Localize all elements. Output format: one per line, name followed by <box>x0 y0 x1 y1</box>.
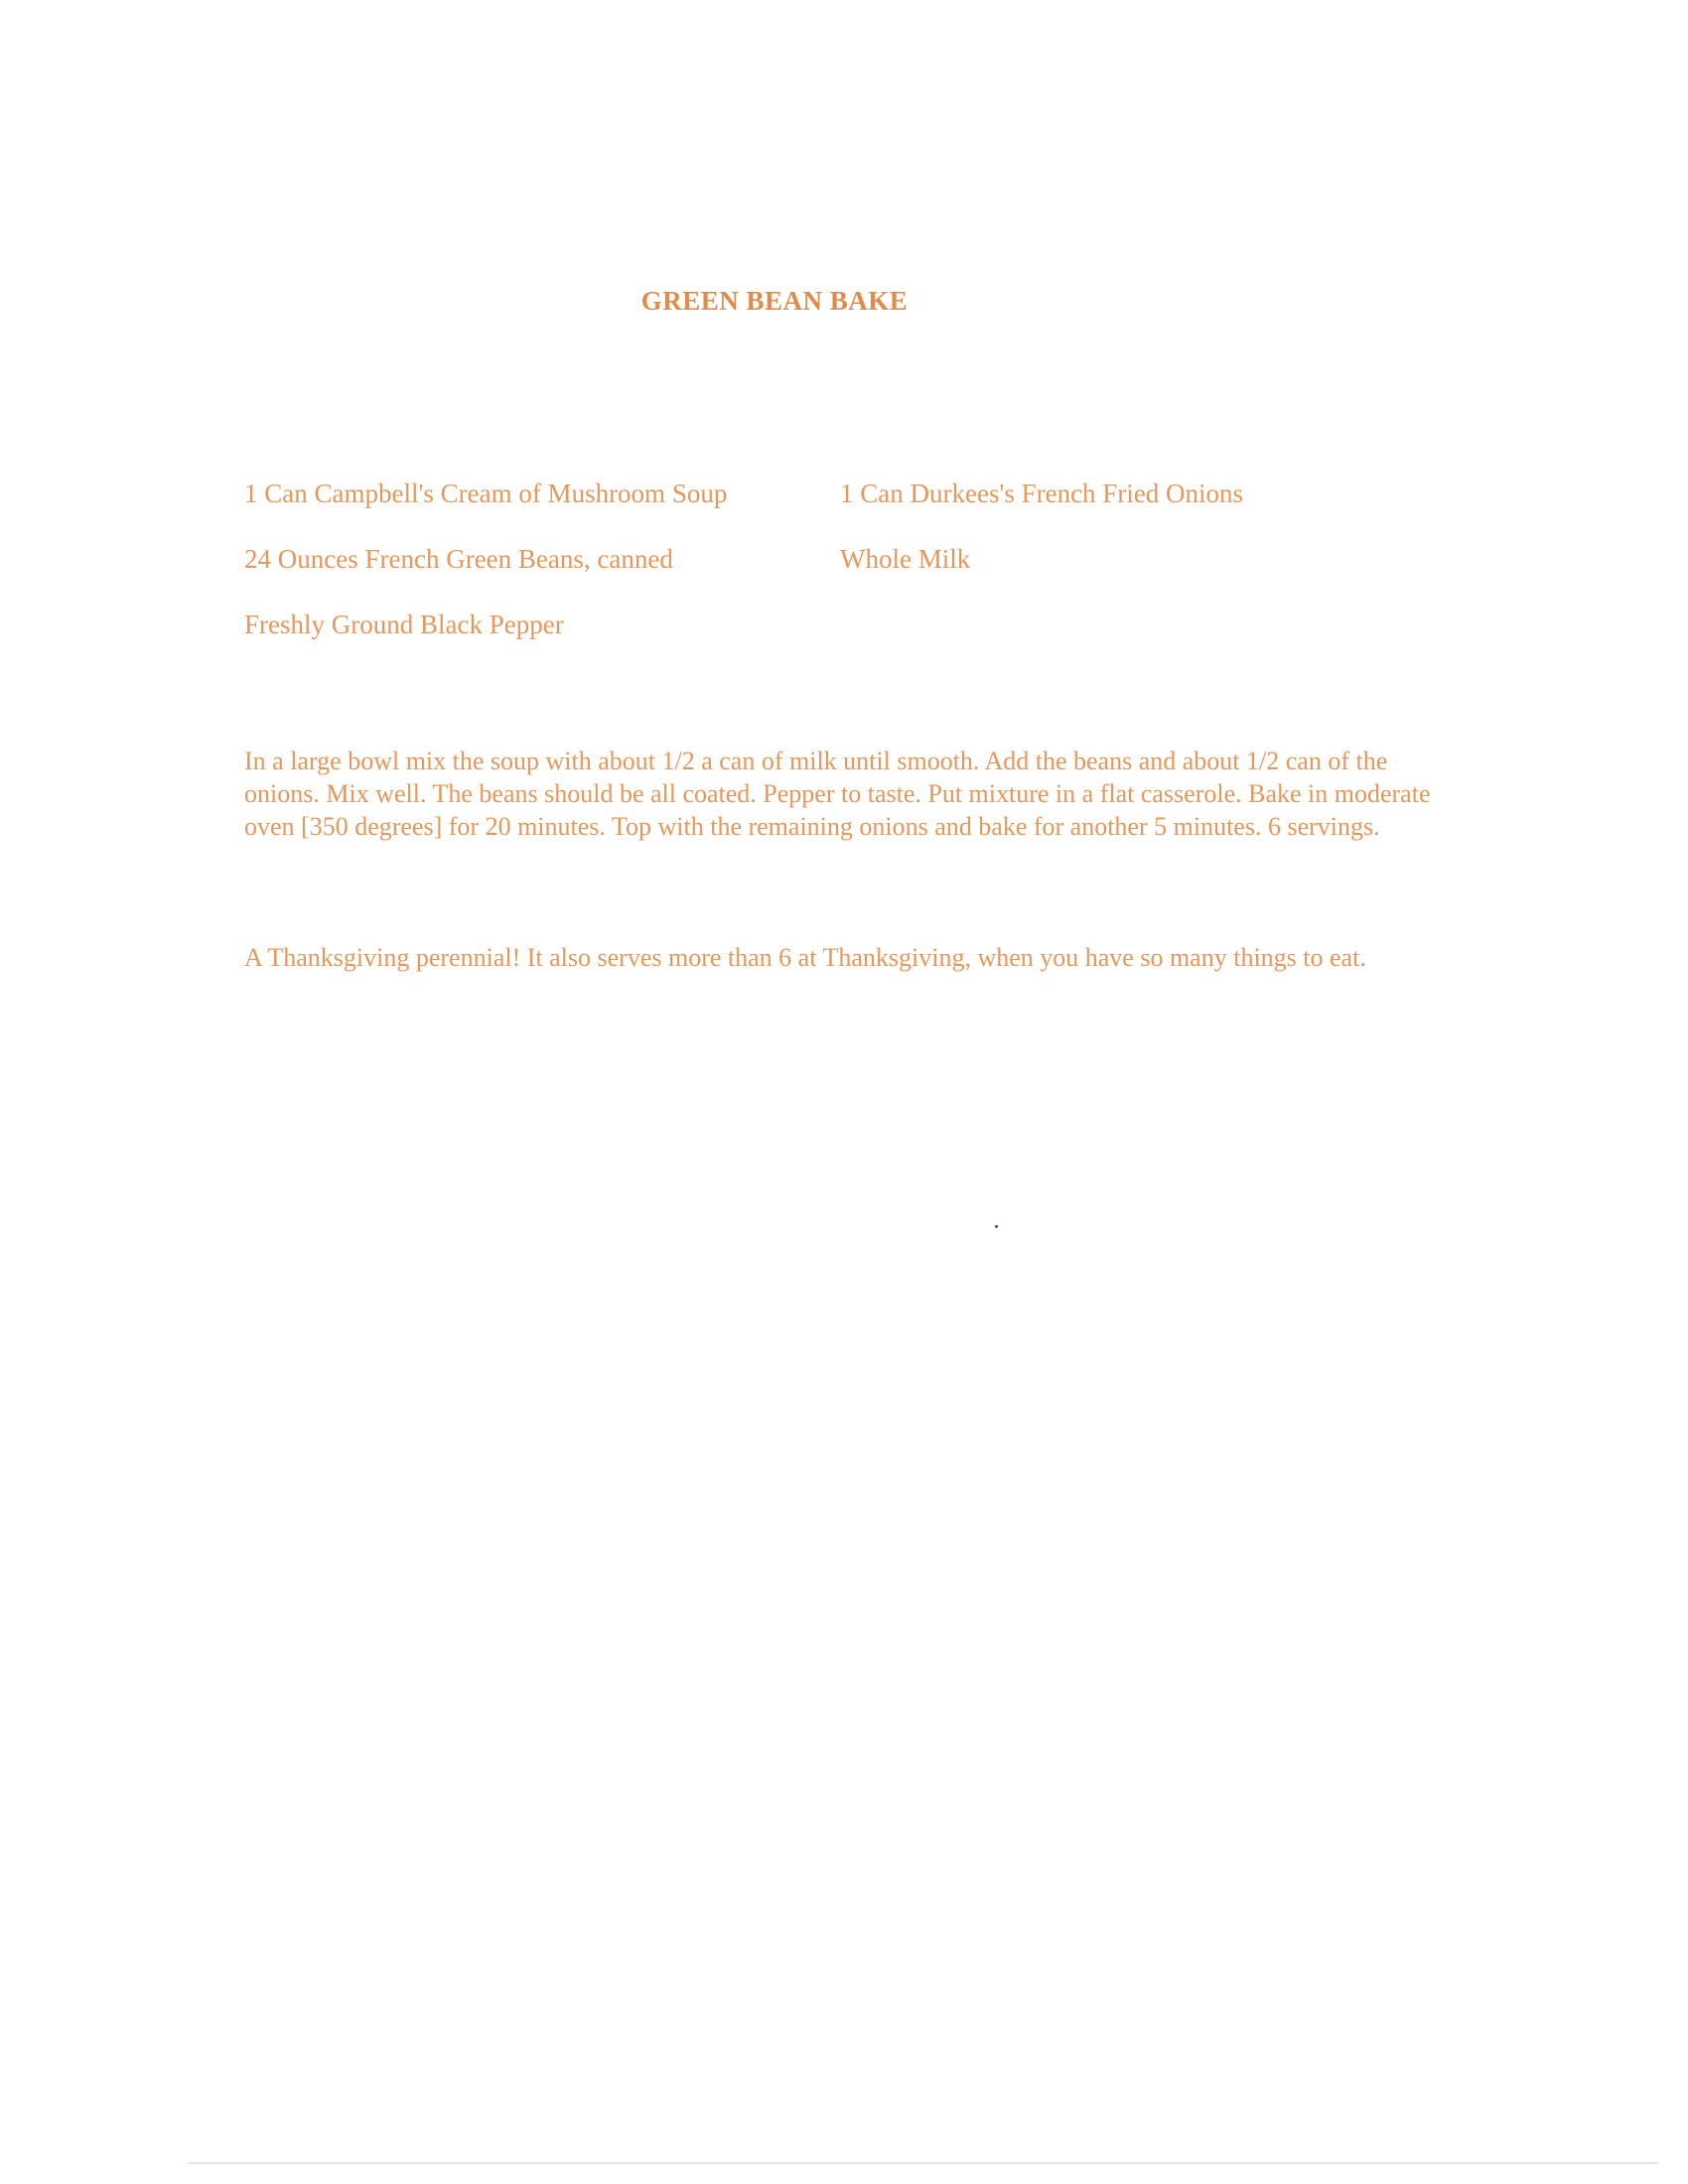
ingredient-item: 24 Ounces French Green Beans, canned <box>244 544 673 574</box>
ingredient-row <box>244 612 1436 677</box>
recipe-directions: In a large bowl mix the soup with about 1/2 a can of milk until smooth. Add the beans and about 1/2 can of the onions. Mix well. The beans should be all coated. Pepper to taste. Put mixture in a flat casserole. Bake in moderate oven [350 degrees] for 20 minutes. Top with the remaining onions and bake for another 5 minutes. 6 servings. <box>244 747 1431 841</box>
ingredient-row <box>244 546 1436 612</box>
ingredient-list <box>244 480 1436 677</box>
page-edge-line <box>189 2162 1658 2164</box>
ingredient-item: 1 Can Durkees's French Fried Onions <box>840 478 1244 508</box>
ingredient-item: Whole Milk <box>840 544 971 574</box>
ingredient-row <box>244 480 1436 546</box>
scan-speck <box>995 1225 998 1228</box>
recipe-title: GREEN BEAN BAKE <box>640 286 909 316</box>
ingredient-item: 1 Can Campbell's Cream of Mushroom Soup <box>244 478 728 508</box>
recipe-note: A Thanksgiving perennial! It also serves more than 6 at Thanksgiving, when you have so many things to eat. <box>244 943 1366 972</box>
ingredient-item: Freshly Ground Black Pepper <box>244 610 564 639</box>
